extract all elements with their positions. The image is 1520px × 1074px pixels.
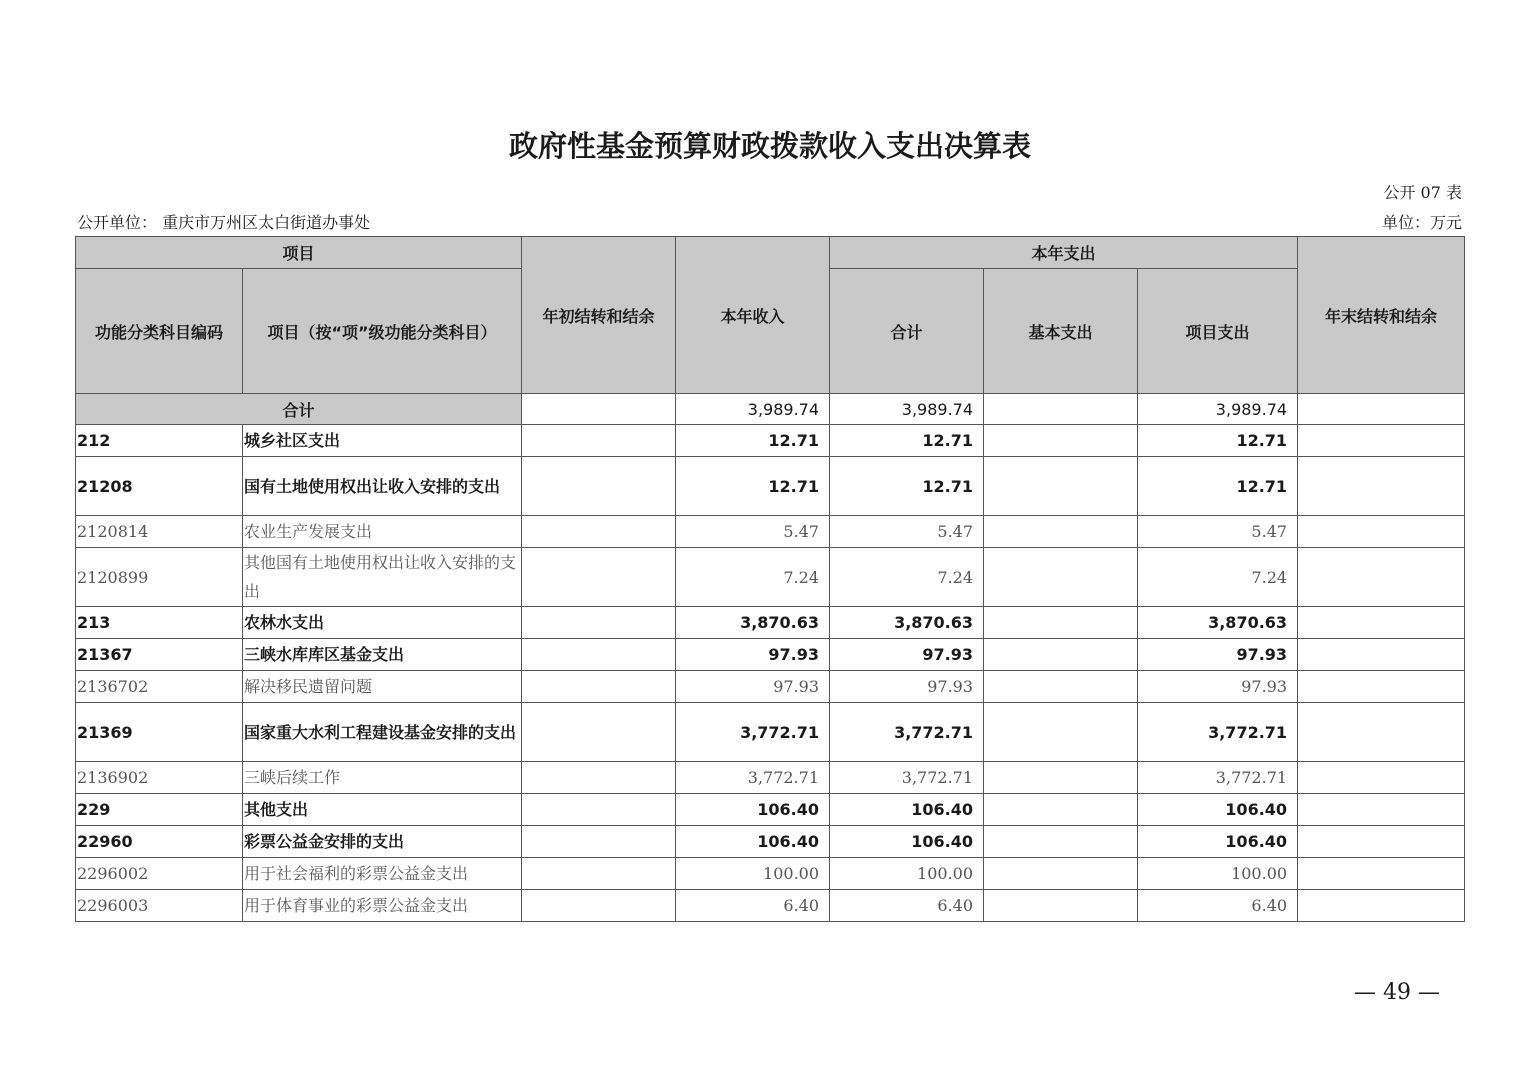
cell-name: 三峡后续工作: [243, 762, 522, 794]
cell-end: [1298, 516, 1465, 548]
header-income: 本年收入: [676, 237, 830, 394]
cell-end: [1298, 703, 1465, 762]
table-row: [76, 548, 1465, 607]
cell-total: 106.40: [830, 826, 984, 858]
cell-code: 2120899: [76, 548, 243, 607]
table-row: [76, 703, 1465, 762]
cell-income: 3,870.63: [676, 607, 830, 639]
cell-name: 三峡水库库区基金支出: [243, 639, 522, 671]
cell-name: 城乡社区支出: [243, 425, 522, 457]
cell-name: 解决移民遗留问题: [243, 671, 522, 703]
budget-table: [75, 236, 1465, 922]
cell-project: 97.93: [1138, 671, 1298, 703]
cell-total: 12.71: [830, 457, 984, 516]
cell-end: [1298, 858, 1465, 890]
cell-basic: [984, 457, 1138, 516]
cell-basic: [984, 516, 1138, 548]
cell-begin: [522, 858, 676, 890]
cell-name: 用于社会福利的彩票公益金支出: [243, 858, 522, 890]
cell-name: 国有土地使用权出让收入安排的支出: [243, 457, 522, 516]
table-row: [76, 826, 1465, 858]
cell-name: 其他国有土地使用权出让收入安排的支出: [243, 548, 522, 607]
reporting-unit: 公开单位： 重庆市万州区太白街道办事处: [77, 213, 371, 232]
cell-project: 100.00: [1138, 858, 1298, 890]
cell-income: 6.40: [676, 890, 830, 922]
header-basic: 基本支出: [984, 269, 1138, 394]
header-code: 功能分类科目编码: [76, 269, 243, 394]
page-title: 政府性基金预算财政拨款收入支出决算表: [508, 129, 1031, 163]
form-number: 公开 07 表: [1383, 183, 1462, 202]
cell-total: 12.71: [830, 425, 984, 457]
header-end-balance: 年末结转和结余: [1298, 237, 1465, 394]
cell-total: 7.24: [830, 548, 984, 607]
cell-basic: [984, 858, 1138, 890]
cell-total: 6.40: [830, 890, 984, 922]
cell-basic: [984, 607, 1138, 639]
cell-basic: [984, 425, 1138, 457]
cell-end: [1298, 794, 1465, 826]
cell-income: 106.40: [676, 826, 830, 858]
cell-name: 用于体育事业的彩票公益金支出: [243, 890, 522, 922]
cell-begin: [522, 794, 676, 826]
table-row: [76, 607, 1465, 639]
cell-code: 21208: [76, 457, 243, 516]
cell-project: 97.93: [1138, 639, 1298, 671]
cell-code: 229: [76, 794, 243, 826]
cell-project: 106.40: [1138, 794, 1298, 826]
cell-basic: [984, 762, 1138, 794]
cell-begin: [522, 548, 676, 607]
cell-code: 2136702: [76, 671, 243, 703]
cell-income: 97.93: [676, 671, 830, 703]
page-number: — 49 —: [1354, 980, 1440, 1005]
header-project: 项目: [76, 237, 522, 269]
header-current-expense: 本年支出: [830, 237, 1298, 269]
cell-basic: [984, 890, 1138, 922]
cell-project: 12.71: [1138, 457, 1298, 516]
cell-begin: [522, 890, 676, 922]
cell-income: 12.71: [676, 457, 830, 516]
total-basic: [984, 394, 1138, 425]
cell-begin: [522, 671, 676, 703]
cell-end: [1298, 425, 1465, 457]
cell-project: 12.71: [1138, 425, 1298, 457]
cell-income: 3,772.71: [676, 703, 830, 762]
currency-unit: 单位：万元: [1381, 213, 1462, 232]
cell-project: 3,870.63: [1138, 607, 1298, 639]
table-row: [76, 794, 1465, 826]
header-total: 合计: [830, 269, 984, 394]
cell-total: 97.93: [830, 671, 984, 703]
cell-total: 5.47: [830, 516, 984, 548]
total-begin: [522, 394, 676, 425]
total-label: 合计: [76, 394, 522, 425]
cell-project: 7.24: [1138, 548, 1298, 607]
cell-code: 2136902: [76, 762, 243, 794]
cell-income: 97.93: [676, 639, 830, 671]
table-row: [76, 639, 1465, 671]
cell-end: [1298, 671, 1465, 703]
cell-begin: [522, 607, 676, 639]
cell-end: [1298, 548, 1465, 607]
cell-project: 5.47: [1138, 516, 1298, 548]
cell-end: [1298, 826, 1465, 858]
cell-end: [1298, 457, 1465, 516]
cell-end: [1298, 607, 1465, 639]
cell-total: 3,772.71: [830, 762, 984, 794]
cell-end: [1298, 762, 1465, 794]
cell-begin: [522, 425, 676, 457]
table-row: [76, 858, 1465, 890]
cell-basic: [984, 794, 1138, 826]
cell-basic: [984, 671, 1138, 703]
cell-basic: [984, 826, 1138, 858]
cell-begin: [522, 457, 676, 516]
cell-basic: [984, 639, 1138, 671]
cell-basic: [984, 548, 1138, 607]
cell-name: 农林水支出: [243, 607, 522, 639]
cell-begin: [522, 516, 676, 548]
cell-project: 3,772.71: [1138, 762, 1298, 794]
cell-code: 22960: [76, 826, 243, 858]
total-expense: 3,989.74: [830, 394, 984, 425]
table-row: [76, 762, 1465, 794]
cell-project: 3,772.71: [1138, 703, 1298, 762]
cell-begin: [522, 639, 676, 671]
header-project-expense: 项目支出: [1138, 269, 1298, 394]
cell-basic: [984, 703, 1138, 762]
cell-total: 3,870.63: [830, 607, 984, 639]
cell-code: 2120814: [76, 516, 243, 548]
cell-begin: [522, 703, 676, 762]
cell-total: 97.93: [830, 639, 984, 671]
cell-name: 彩票公益金安排的支出: [243, 826, 522, 858]
cell-end: [1298, 639, 1465, 671]
cell-total: 106.40: [830, 794, 984, 826]
cell-code: 21369: [76, 703, 243, 762]
table-row: [76, 671, 1465, 703]
cell-project: 106.40: [1138, 826, 1298, 858]
cell-begin: [522, 762, 676, 794]
table-row: [76, 457, 1465, 516]
cell-name: 其他支出: [243, 794, 522, 826]
table-row: [76, 516, 1465, 548]
cell-end: [1298, 890, 1465, 922]
cell-income: 3,772.71: [676, 762, 830, 794]
cell-code: 2296002: [76, 858, 243, 890]
cell-begin: [522, 826, 676, 858]
cell-project: 6.40: [1138, 890, 1298, 922]
table-row: [76, 890, 1465, 922]
cell-income: 12.71: [676, 425, 830, 457]
total-income: 3,989.74: [676, 394, 830, 425]
total-project: 3,989.74: [1138, 394, 1298, 425]
cell-code: 213: [76, 607, 243, 639]
cell-name: 国家重大水利工程建设基金安排的支出: [243, 703, 522, 762]
cell-code: 21367: [76, 639, 243, 671]
cell-code: 2296003: [76, 890, 243, 922]
cell-code: 212: [76, 425, 243, 457]
header-name: 项目（按“项”级功能分类科目）: [243, 269, 522, 394]
cell-income: 106.40: [676, 794, 830, 826]
cell-total: 100.00: [830, 858, 984, 890]
table-row: [76, 425, 1465, 457]
cell-total: 3,772.71: [830, 703, 984, 762]
total-row: [76, 394, 1465, 425]
header-begin-balance: 年初结转和结余: [522, 237, 676, 394]
cell-income: 100.00: [676, 858, 830, 890]
total-end: [1298, 394, 1465, 425]
header-row-1: [76, 237, 1465, 269]
cell-income: 5.47: [676, 516, 830, 548]
cell-income: 7.24: [676, 548, 830, 607]
cell-name: 农业生产发展支出: [243, 516, 522, 548]
